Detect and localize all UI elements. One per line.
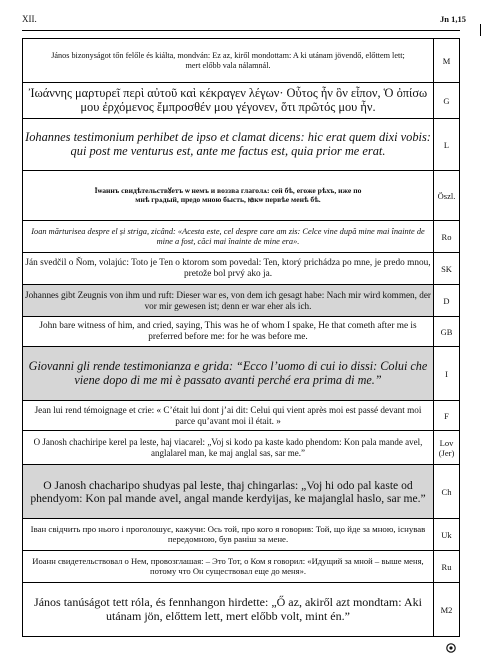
translation-row-lov <box>23 431 460 465</box>
translation-text: John bare witness of him, and cried, saying, This was he of whom I spake, He that cometh after me is preferred before me: for he was before me. <box>23 317 434 347</box>
language-code: Ro <box>434 221 460 253</box>
translation-row-ch <box>23 465 460 519</box>
translation-text: O Janosh chachiripe kerel pa leste, haj viacarel: „Voj si kodo pa kaste kado phendom: Kon pala mande avel, anglalarel man, ke maj anglal sas, sar me.” <box>23 431 434 465</box>
translation-row-d <box>23 285 460 317</box>
language-code: M2 <box>434 583 460 637</box>
translation-row-ru <box>23 551 460 583</box>
translation-text: Ioan mărturisea despre el și striga, zicând: «Acesta este, cel despre care am zis: Celce vine după mine mai înainte de mine a fost, căci mai înainte de mine era». <box>23 221 434 253</box>
chapter-number: XII. <box>22 14 37 24</box>
translation-text: Jean lui rend témoignage et crie: « C’était lui dont j’ai dit: Celui qui vient après moi est passé devant moi parce qu’avant moi il était. » <box>23 401 434 431</box>
translation-row-gb <box>23 317 460 347</box>
language-code: GB <box>434 317 460 347</box>
translation-row-oszl <box>23 171 460 221</box>
translation-row-f <box>23 401 460 431</box>
language-code: Uk <box>434 519 460 551</box>
parallel-translation-table <box>22 38 460 637</box>
translation-row-uk <box>23 519 460 551</box>
language-code: I <box>434 347 460 401</box>
translation-text: Giovanni gli rende testimonianza e grida: “Ecco l’uomo di cui io dissi: Colui che viene dopo di me mi è passato avanti perché era prima di me.” <box>23 347 434 401</box>
translation-text: Johannes gibt Zeugnis von ihm und ruft: Dieser war es, von dem ich gesagt habe: Nach mir wird kommen, der vor mir gewesen ist; denn er war eher als ich. <box>23 285 434 317</box>
translation-text: O Janosh chacharipo shudyas pal leste, thaj chingarlas: „Voj hi odo pal kaste od phendyom: Kon pal mande avel, angal mande kerdyijas, ke majanglal haslo, sar me.” <box>23 465 434 519</box>
translation-row-i <box>23 347 460 401</box>
translation-text: Iohannes testimonium perhibet de ipso et clamat dicens: hic erat quem dixi vobis: qui post me venturus est, ante me factus est, quia prior me erat. <box>23 119 434 171</box>
translation-text: Іван свідчить про нього і проголошує, кажучи: Ось той, про кого я говорив: Той, що йде за мною, існував передомною, був раніш за мене. <box>23 519 434 551</box>
language-code: G <box>434 83 460 119</box>
page-mark-icon <box>446 643 456 653</box>
translation-text: Иоанн свидетельствовал о Нем, провозглашая: – Это Тот, о Ком я говорил: «Идущий за мной – выше меня, потому что Он существовал еще до меня». <box>23 551 434 583</box>
header-rule <box>22 30 460 31</box>
translation-row-m2 <box>23 583 460 637</box>
language-code: Ru <box>434 551 460 583</box>
translation-text: Ἰωάννης μαρτυρεῖ περὶ αὐτοῦ καὶ κέκραγεν λέγων· Οὗτος ἦν ὃν εἶπον, Ὁ ὀπίσω μου ἐρχόμενος ἔμπροσθέν μου γέγονεν, ὅτι πρῶτός μου ἦν. <box>23 83 434 119</box>
translation-text: Ján svedčil o Ňom, volajúc: Toto je Ten o ktorom som povedal: Ten, ktorý prichádza po mne, je predo mnou, pretože bol prvý ako ja. <box>23 253 434 285</box>
translation-text: János bizonyságot tőn felőle és kiálta, mondván: Ez az, kiről mondottam: A ki utánam jövendő, előttem lett; mert előbb vala nálamnál. <box>23 39 434 83</box>
translation-row-g <box>23 83 460 119</box>
verse-reference: Jn 1,15 <box>440 14 466 24</box>
language-code: Ch <box>434 465 460 519</box>
translation-row-m <box>23 39 460 83</box>
language-code: Öszl. <box>434 171 460 221</box>
margin-mark <box>480 24 481 36</box>
language-code: L <box>434 119 460 171</box>
language-code: M <box>434 39 460 83</box>
language-code: Lov (Jer) <box>434 431 460 465</box>
language-code: D <box>434 285 460 317</box>
translation-row-l <box>23 119 460 171</box>
translation-text: János tanúságot tett róla, és fennhangon hirdette: „Ő az, akiről azt mondtam: Aki utánam jön, előttem lett, mert előbb volt, mint én.” <box>23 583 434 637</box>
translation-row-sk <box>23 253 460 285</box>
language-code: F <box>434 401 460 431</box>
translation-text: Їѡаннъ свидѣтельствꙋетъ ѡ немъ и воззва глаголѧ: сей бѣ, егоже рѣхъ, иже по мнѣ грѧдый, предо мною бысть, ꙗкѡ первѣе менѣ бѣ. <box>23 171 434 221</box>
language-code: SK <box>434 253 460 285</box>
translation-row-ro <box>23 221 460 253</box>
